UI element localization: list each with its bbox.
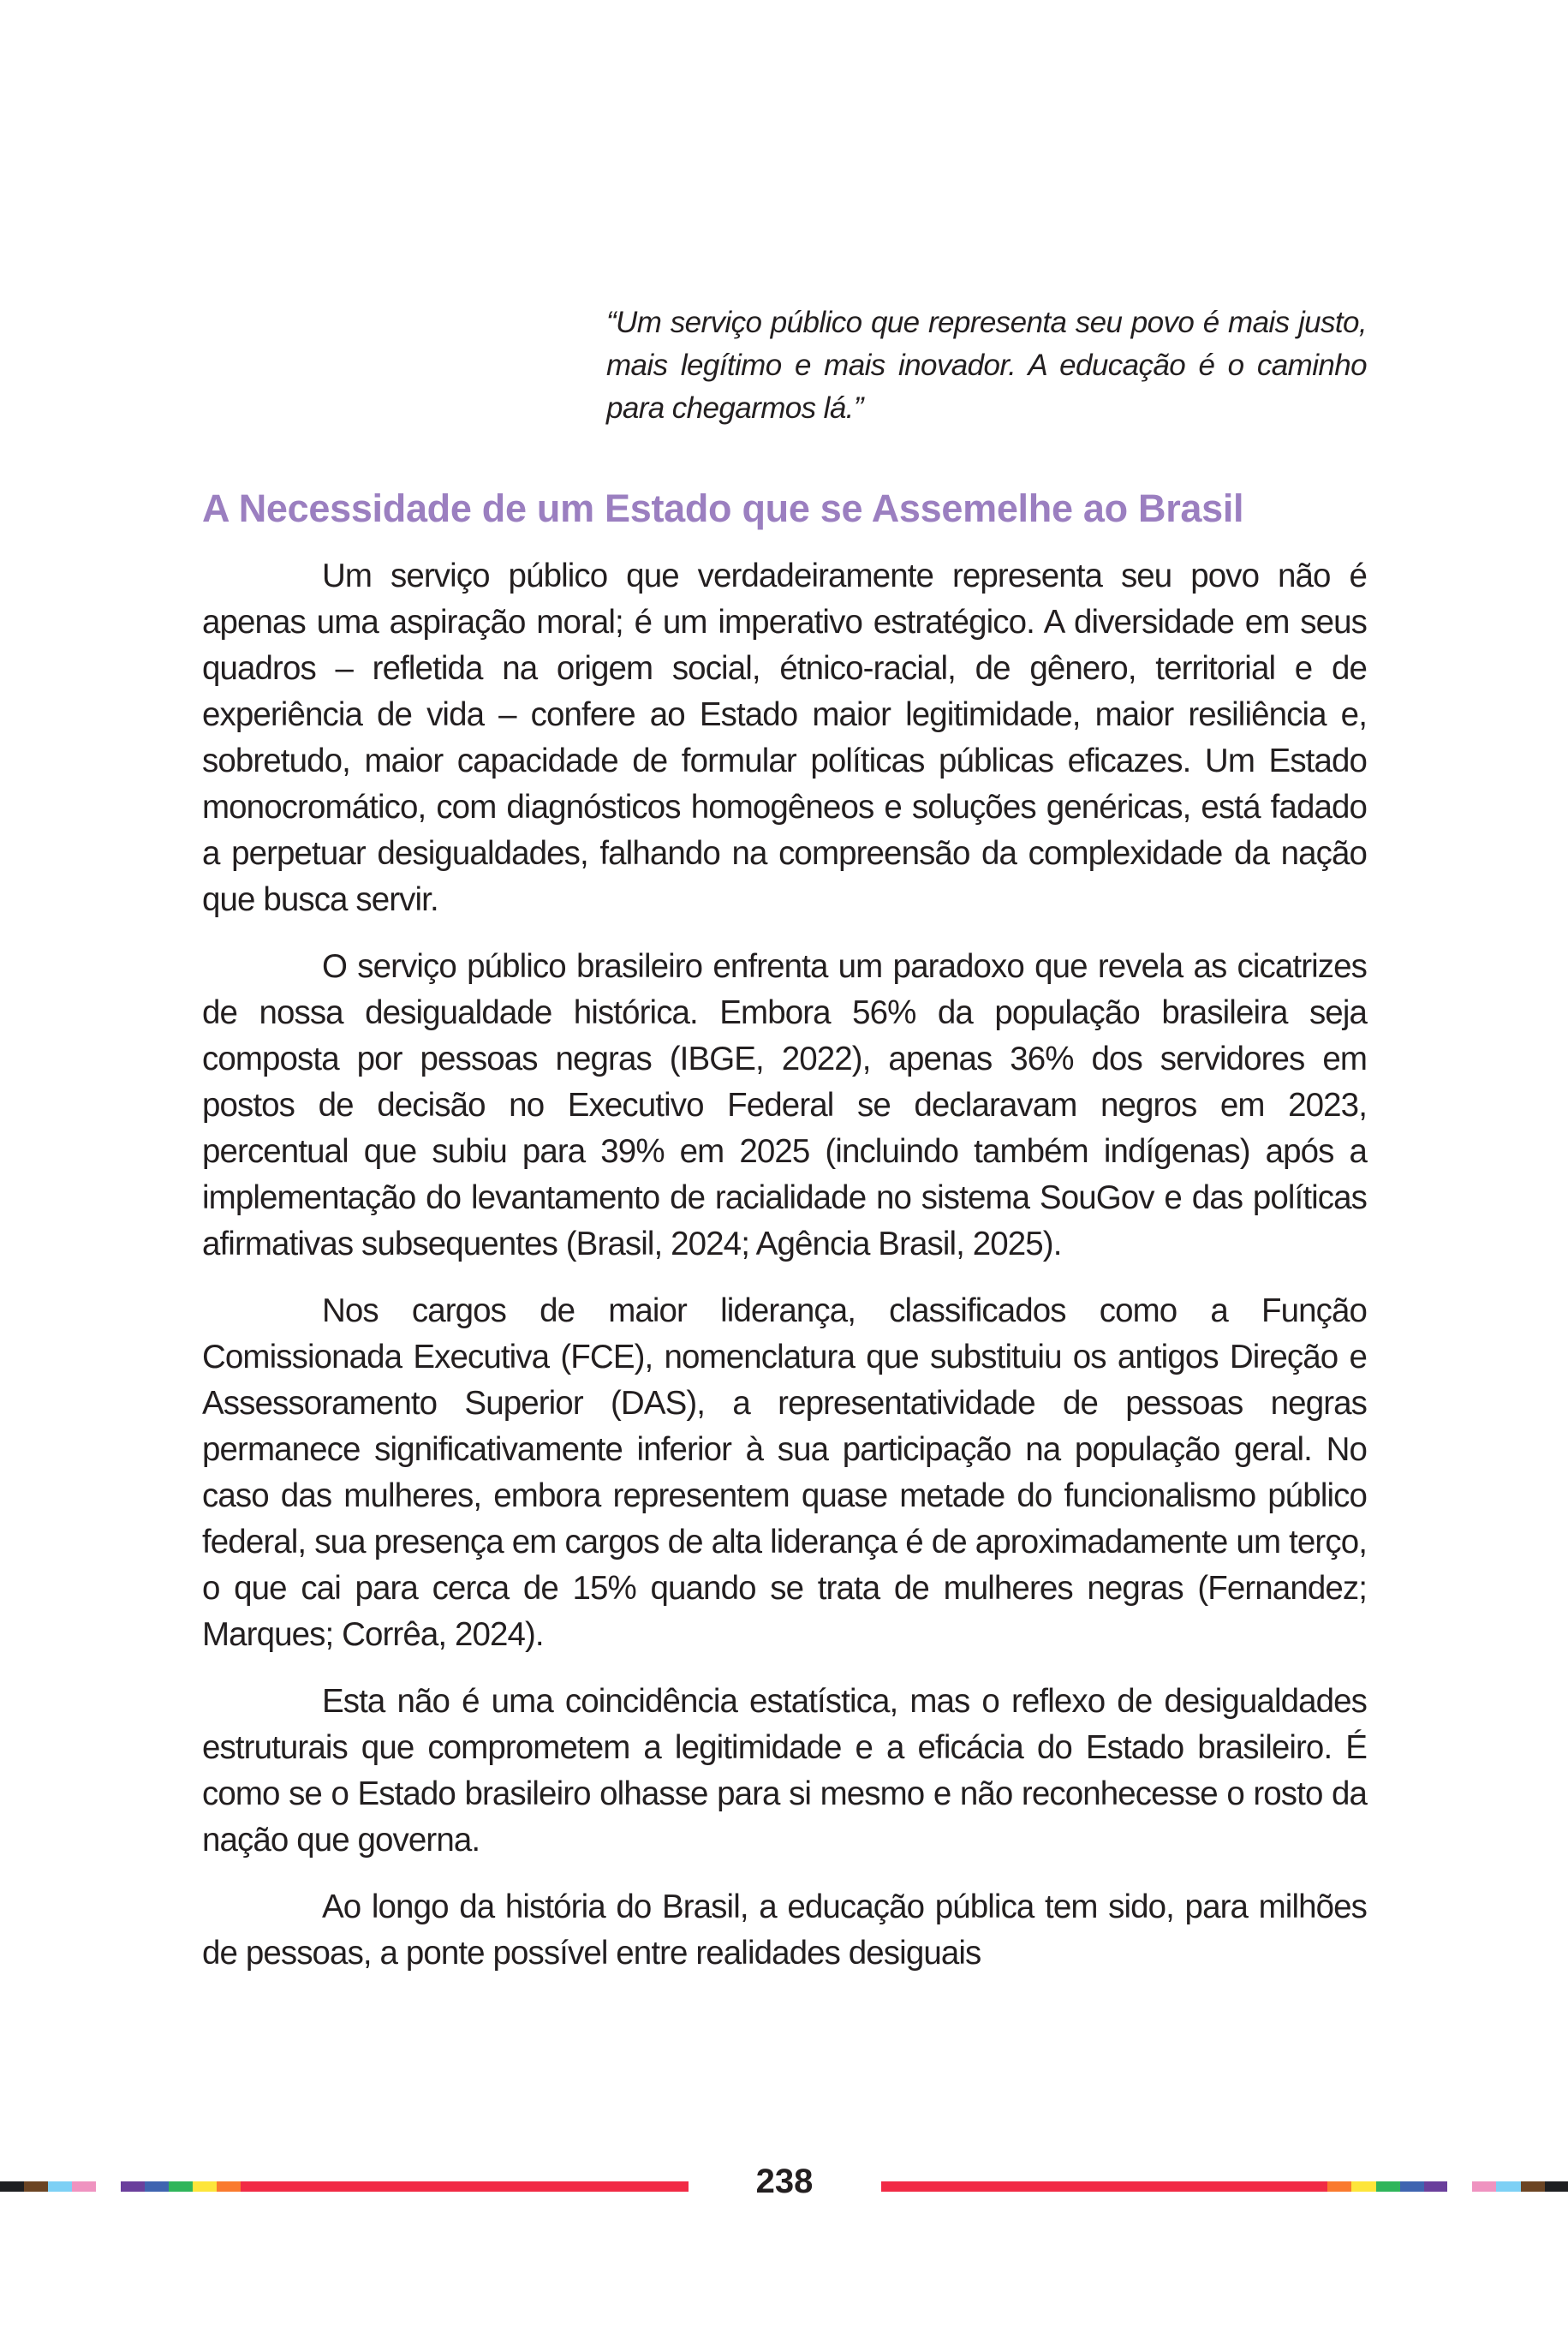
stripe-segment-light-blue [1496,2181,1521,2192]
stripe-segment-blue [145,2181,169,2192]
stripe-segment-black [0,2181,24,2192]
paragraph: Esta não é uma coincidência estatística, mas o reflexo de desigualdades estruturais que comprometem a legitimidade e a eficácia do Estado brasileiro. É como se o Estado brasileiro olhasse para si mesmo e não reconhecesse o rosto da nação que governa. [202,1683,1367,1859]
stripe-segment-red [241,2181,689,2192]
stripe-segment-blue [1400,2181,1424,2192]
stripe-segment-pink [72,2181,96,2192]
paragraph: Nos cargos de maior liderança, classificados como a Função Comissionada Executiva (FCE), nomenclatura que substituiu os antigos Direção e Assessoramento Superior (DAS), a representatividade de pessoas negras permanece significativamente inferior à sua participação na população geral. No caso das mulheres, embora representem quase metade do funcionalismo público federal, sua presença em cargos de alta liderança é de aproximadamente um terço, o que cai para cerca de 15% quando se trata de mulheres negras (Fernandez; Marques; Corrêa, 2024). [202,1292,1367,1653]
stripe-segment-yellow [1351,2181,1376,2192]
stripe-segment-red [881,2181,1327,2192]
stripe-segment-pink [1472,2181,1496,2192]
stripe-segment-green [169,2181,193,2192]
paragraph: O serviço público brasileiro enfrenta um paradoxo que revela as cicatrizes de nossa desigualdade histórica. Embora 56% da população brasileira seja composta por pessoas negras (IBGE, 2022), apenas 36% dos servidores em postos de decisão no Executivo Federal se declaravam negros em 2023, percentual que subiu para 39% em 2025 (incluindo também indígenas) após a implementação do levantamento de racialidade no sistema SouGov e das políticas afirmativas subsequentes (Brasil, 2024; Agência Brasil, 2025). [202,948,1367,1262]
stripe-segment-light-blue [48,2181,72,2192]
stripe-segment-yellow [193,2181,217,2192]
page-number: 238 [755,2163,814,2200]
stripe-segment-purple [1424,2181,1447,2192]
stripe-segment-brown [24,2181,48,2192]
paragraph: Um serviço público que verdadeiramente representa seu povo não é apenas uma aspiração moral; é um imperativo estratégico. A diversidade em seus quadros – refletida na origem social, étnico-racial, de gênero, territorial e de experiência de vida – confere ao Estado maior legitimidade, maior resiliência e, sobretudo, maior capacidade de formular políticas públicas eficazes. Um Estado monocromático, com diagnósticos homogêneos e soluções genéricas, está fadado a perpetuar desigualdades, falhando na compreensão da complexidade da nação que busca servir. [202,558,1367,918]
section-heading: A Necessidade de um Estado que se Assemelhe ao Brasil [202,486,1244,530]
stripe-segment-brown [1521,2181,1545,2192]
epigraph-quote: “Um serviço público que representa seu povo é mais justo, mais legítimo e mais inovador. A educação é o caminho para chegarmos lá.” [606,306,1367,425]
stripe-segment-orange [1327,2181,1351,2192]
stripe-segment-black [1545,2181,1568,2192]
stripe-segment-purple [121,2181,145,2192]
stripe-segment-green [1376,2181,1400,2192]
stripe-segment-orange [217,2181,241,2192]
body-text [202,553,1367,1997]
paragraph: Ao longo da história do Brasil, a educação pública tem sido, para milhões de pessoas, a ponte possível entre realidades desiguais [202,1888,1367,1972]
